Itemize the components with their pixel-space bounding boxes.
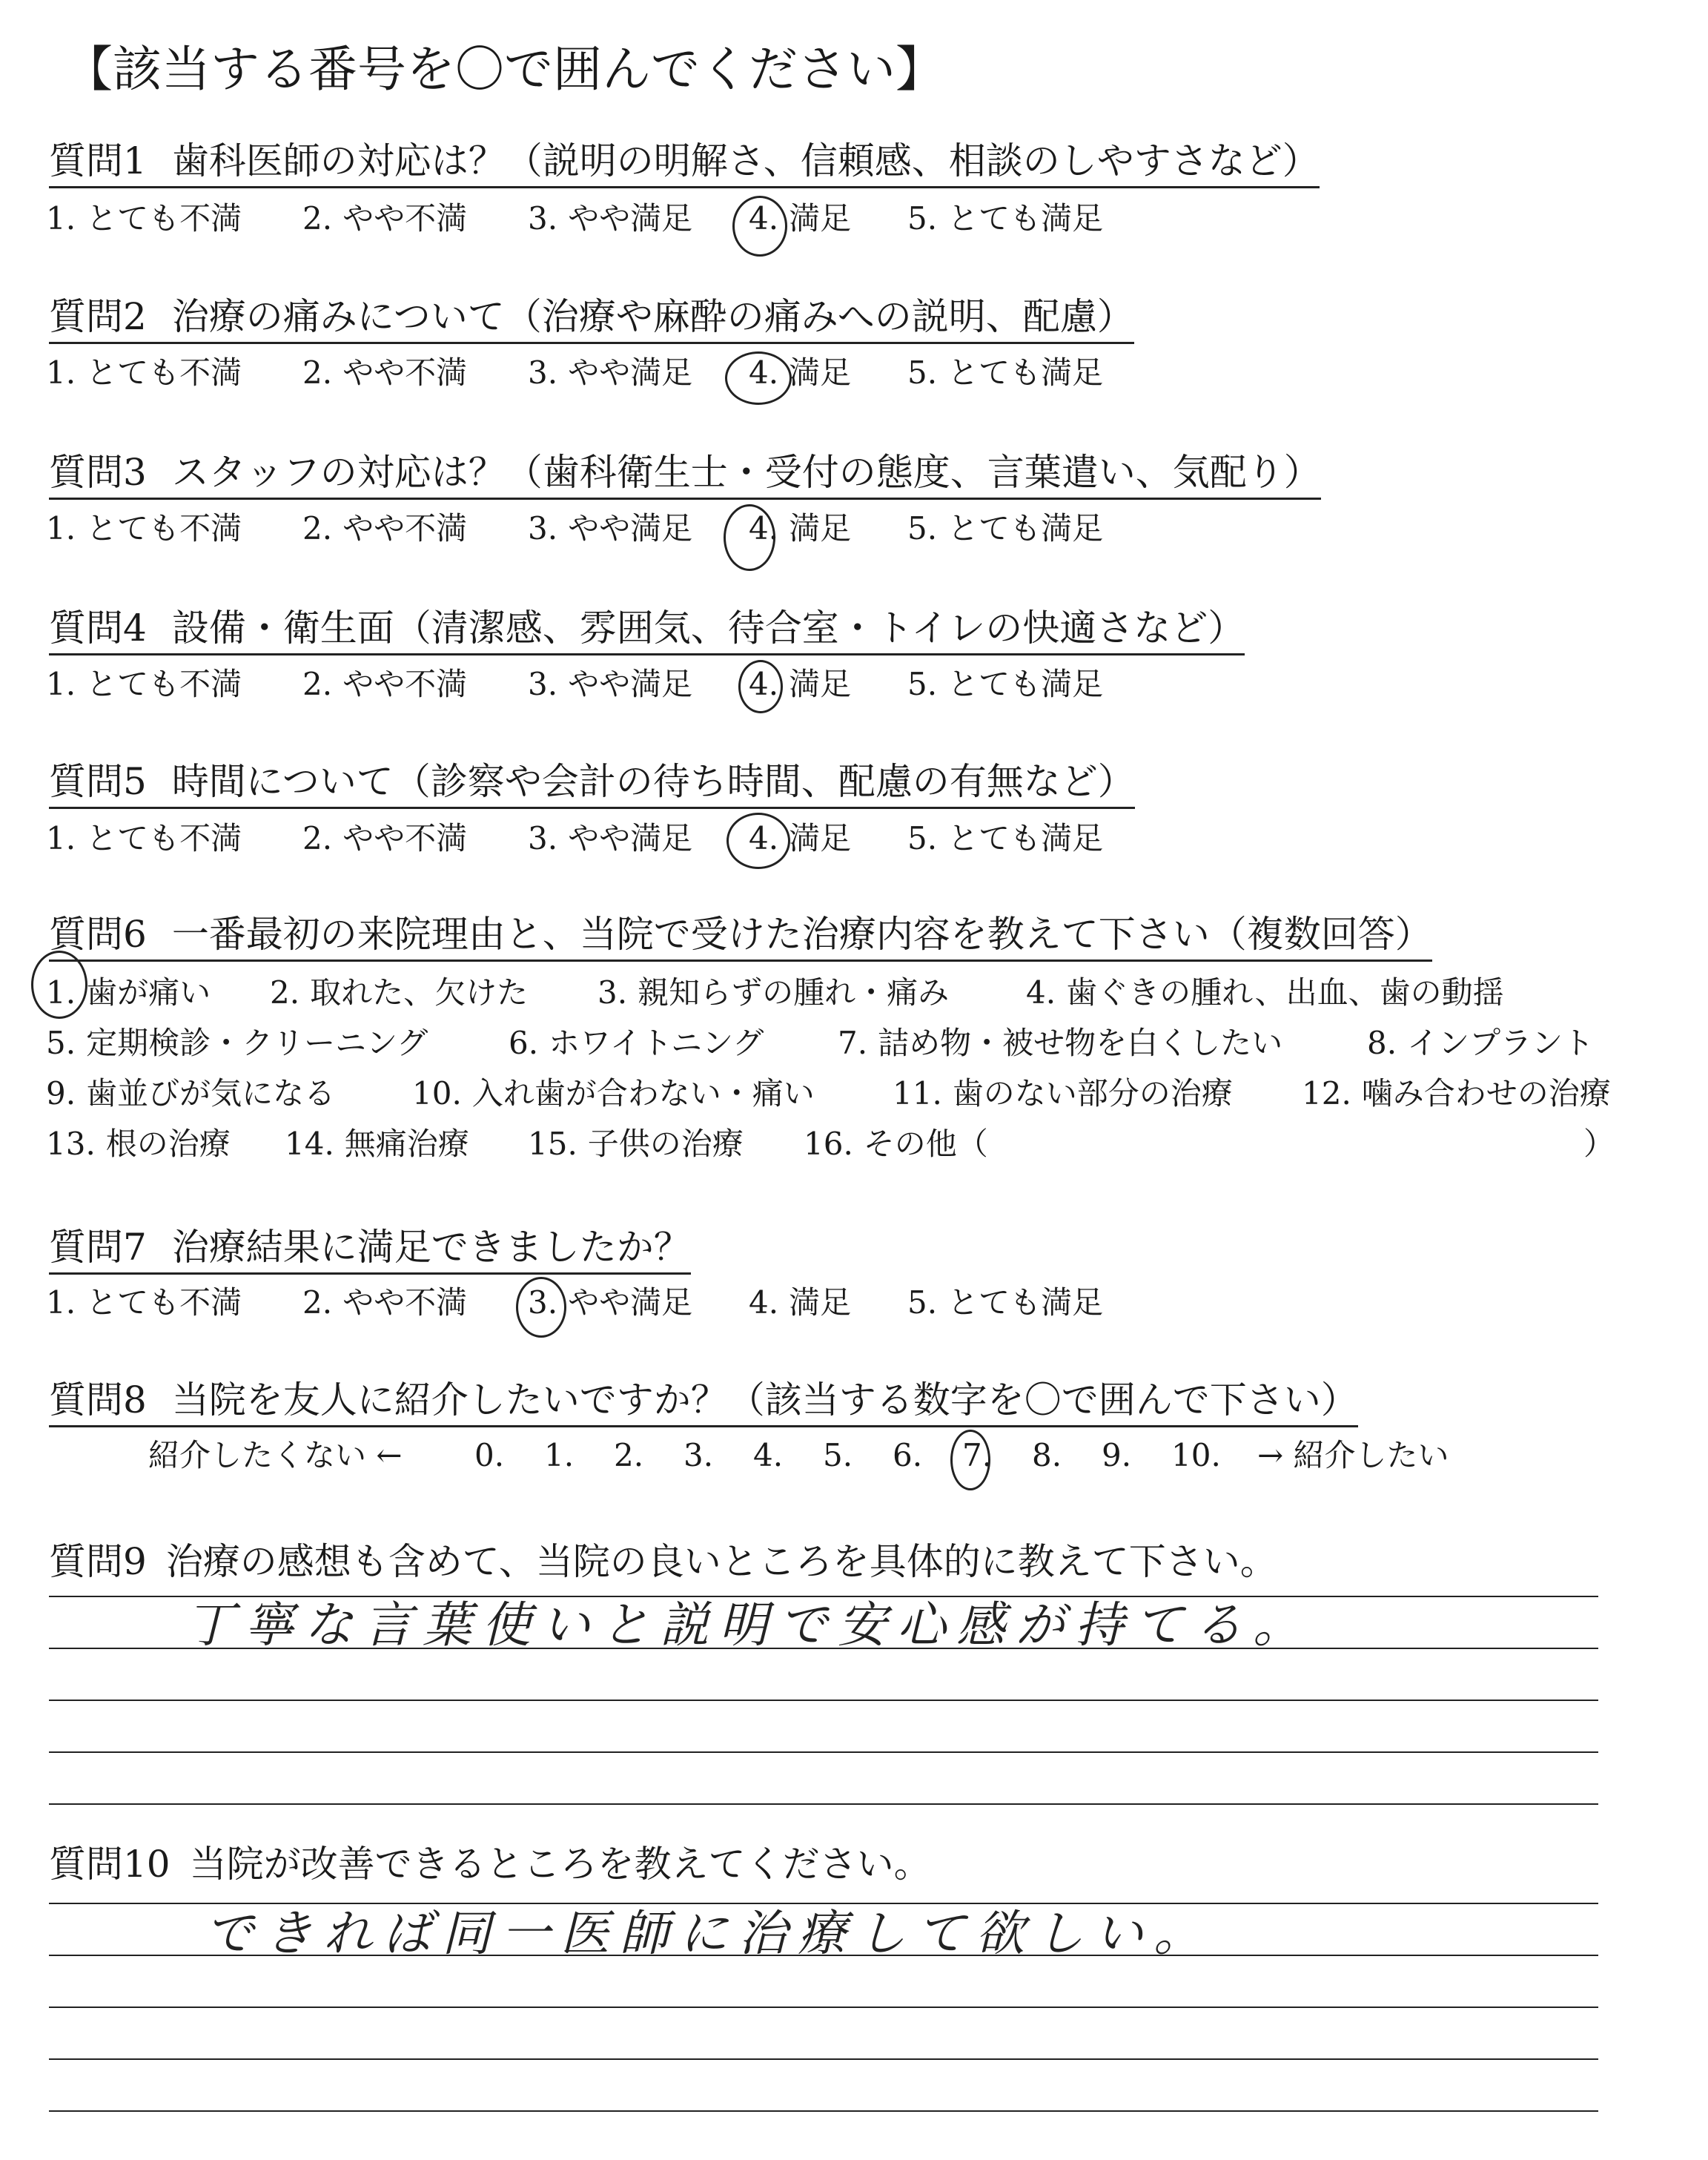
- q4-opt-1[interactable]: 1. とても不満: [46, 666, 242, 702]
- q9-answer-line-4: [49, 1751, 1598, 1753]
- q8-text: 当院を友人に紹介したいですか？（該当する数字を〇で囲んで下さい）: [171, 1378, 1358, 1421]
- q5-opt-5[interactable]: 5. とても満足: [907, 820, 1104, 856]
- q8-title: [49, 1376, 1358, 1427]
- q6-opt-5[interactable]: 5. 定期検診・クリーニング: [46, 1025, 428, 1061]
- q4-number: 質問4: [49, 607, 147, 650]
- q2-opt-4[interactable]: 4. 満足: [749, 354, 852, 391]
- q8-opt-6[interactable]: 6.: [893, 1437, 923, 1473]
- q4-opt-2[interactable]: 2. やや不満: [302, 666, 468, 702]
- q10-handwritten-answer[interactable]: できれば同一医師に治療して欲しい。: [205, 1905, 1213, 1962]
- q8-opt-7[interactable]: 7.: [962, 1437, 993, 1473]
- q9-answer-line-3: [49, 1700, 1598, 1701]
- q1-opt-4[interactable]: 4. 満足: [749, 200, 852, 237]
- q6-opt-6[interactable]: 6. ホワイトニング: [509, 1025, 764, 1061]
- q9-number: 質問9: [49, 1540, 147, 1583]
- q8-opt-3[interactable]: 3.: [683, 1437, 714, 1473]
- q9-text: 治療の感想も含めて、当院の良いところを具体的に教えて下さい。: [165, 1540, 1277, 1583]
- q2-opt-1[interactable]: 1. とても不満: [46, 354, 242, 391]
- q5-title: [49, 758, 1135, 809]
- q8-opt-2[interactable]: 2.: [614, 1437, 644, 1473]
- q7-opt-2[interactable]: 2. やや不満: [302, 1284, 468, 1321]
- q6-opt-12[interactable]: 12. 噛み合わせの治療: [1302, 1075, 1611, 1112]
- q6-opt-11[interactable]: 11. 歯のない部分の治療: [893, 1075, 1233, 1112]
- q6-opt-15[interactable]: 15. 子供の治療: [528, 1126, 744, 1162]
- q3-opt-2[interactable]: 2. やや不満: [302, 510, 468, 546]
- q6-opt-2[interactable]: 2. 取れた、欠けた: [270, 974, 529, 1011]
- q6-opt-8[interactable]: 8. インプラント: [1367, 1025, 1595, 1061]
- q5-opt-2[interactable]: 2. やや不満: [302, 820, 468, 856]
- q8-opt-9[interactable]: 9.: [1102, 1437, 1132, 1473]
- q6-opt-14[interactable]: 14. 無痛治療: [285, 1126, 469, 1162]
- q6-opt-16[interactable]: 16. その他（: [804, 1126, 988, 1162]
- q6-opt-3[interactable]: 3. 親知らずの腫れ・痛み: [598, 974, 950, 1011]
- q5-opt-1[interactable]: 1. とても不満: [46, 820, 242, 856]
- q9-answer-line-5: [49, 1803, 1598, 1805]
- q6-opt-1[interactable]: 1. 歯が痛い: [46, 974, 211, 1011]
- q3-opt-1[interactable]: 1. とても不満: [46, 510, 242, 546]
- q3-number: 質問3: [49, 451, 147, 494]
- q2-opt-5[interactable]: 5. とても満足: [907, 354, 1104, 391]
- q5-opt-4[interactable]: 4. 満足: [749, 820, 852, 856]
- q5-text: 時間について（診察や会計の待ち時間、配慮の有無など）: [171, 760, 1135, 803]
- q4-title: [49, 604, 1245, 655]
- q8-number: 質問8: [49, 1378, 147, 1421]
- q3-opt-5[interactable]: 5. とても満足: [907, 510, 1104, 546]
- q10-answer-line-5: [49, 2110, 1598, 2112]
- q7-opt-4[interactable]: 4. 満足: [749, 1284, 852, 1321]
- q6-other-close-paren: ）: [1583, 1126, 1615, 1162]
- q8-opt-0[interactable]: 0.: [474, 1437, 505, 1473]
- q1-opt-2[interactable]: 2. やや不満: [302, 200, 468, 237]
- q3-opt-4[interactable]: 4. 満足: [749, 510, 852, 546]
- q10-answer-line-3: [49, 2007, 1598, 2008]
- q6-title: [49, 911, 1432, 962]
- q1-title: [49, 137, 1320, 188]
- q10-title: [49, 1840, 931, 1888]
- q10-text: 当院が改善できるところを教えてください。: [189, 1843, 931, 1886]
- q3-opt-3[interactable]: 3. やや満足: [528, 510, 693, 546]
- q7-text: 治療結果に満足できましたか？: [171, 1226, 691, 1269]
- q2-title: [49, 293, 1134, 344]
- q6-opt-9[interactable]: 9. 歯並びが気になる: [46, 1075, 336, 1112]
- q1-number: 質問1: [49, 139, 147, 182]
- q6-opt-4[interactable]: 4. 歯ぐきの腫れ、出血、歯の動揺: [1026, 974, 1504, 1011]
- q4-opt-3[interactable]: 3. やや満足: [528, 666, 693, 702]
- q10-answer-line-4: [49, 2058, 1598, 2060]
- q8-opt-5[interactable]: 5.: [823, 1437, 853, 1473]
- q7-opt-1[interactable]: 1. とても不満: [46, 1284, 242, 1321]
- q5-number: 質問5: [49, 760, 147, 803]
- q9-handwritten-answer[interactable]: 丁寧な言葉使いと説明で安心感が持てる。: [185, 1596, 1312, 1654]
- q2-number: 質問2: [49, 295, 147, 338]
- q9-title: [49, 1538, 1277, 1585]
- q8-opt-1[interactable]: 1.: [544, 1437, 575, 1473]
- q4-text: 設備・衛生面（清潔感、雰囲気、待合室・トイレの快適さなど）: [171, 607, 1245, 650]
- q1-opt-3[interactable]: 3. やや満足: [528, 200, 693, 237]
- q6-number: 質問6: [49, 913, 147, 956]
- q4-opt-5[interactable]: 5. とても満足: [907, 666, 1104, 702]
- q6-text: 一番最初の来院理由と、当院で受けた治療内容を教えて下さい（複数回答）: [171, 913, 1432, 956]
- q4-opt-4[interactable]: 4. 満足: [749, 666, 852, 702]
- q5-opt-3[interactable]: 3. やや満足: [528, 820, 693, 856]
- q6-opt-7[interactable]: 7. 詰め物・被せ物を白くしたい: [838, 1025, 1283, 1061]
- q3-title: [49, 449, 1321, 500]
- q8-scale-left-label: 紹介したくない ←: [148, 1437, 403, 1473]
- q10-number: 質問10: [49, 1843, 171, 1886]
- q2-opt-3[interactable]: 3. やや満足: [528, 354, 693, 391]
- q8-opt-8[interactable]: 8.: [1032, 1437, 1062, 1473]
- q8-opt-4[interactable]: 4.: [753, 1437, 784, 1473]
- q2-text: 治療の痛みについて（治療や麻酔の痛みへの説明、配慮）: [171, 295, 1134, 338]
- q6-opt-10[interactable]: 10. 入れ歯が合わない・痛い: [412, 1075, 815, 1112]
- q1-opt-5[interactable]: 5. とても満足: [907, 200, 1104, 237]
- q8-opt-10[interactable]: 10.: [1171, 1437, 1221, 1473]
- page-title: 【該当する番号を〇で囲んでください】: [64, 41, 944, 98]
- q6-opt-13[interactable]: 13. 根の治療: [46, 1126, 231, 1162]
- q7-opt-5[interactable]: 5. とても満足: [907, 1284, 1104, 1321]
- q7-number: 質問7: [49, 1226, 147, 1269]
- q1-text: 歯科医師の対応は？（説明の明解さ、信頼感、相談のしやすさなど）: [171, 139, 1320, 182]
- q1-opt-1[interactable]: 1. とても不満: [46, 200, 242, 237]
- q3-text: スタッフの対応は？（歯科衛生士・受付の態度、言葉遣い、気配り）: [171, 451, 1321, 494]
- q8-scale-right-label: → 紹介したい: [1257, 1437, 1449, 1473]
- q2-opt-2[interactable]: 2. やや不満: [302, 354, 468, 391]
- q7-opt-3[interactable]: 3. やや満足: [528, 1284, 693, 1321]
- q7-title: [49, 1223, 691, 1275]
